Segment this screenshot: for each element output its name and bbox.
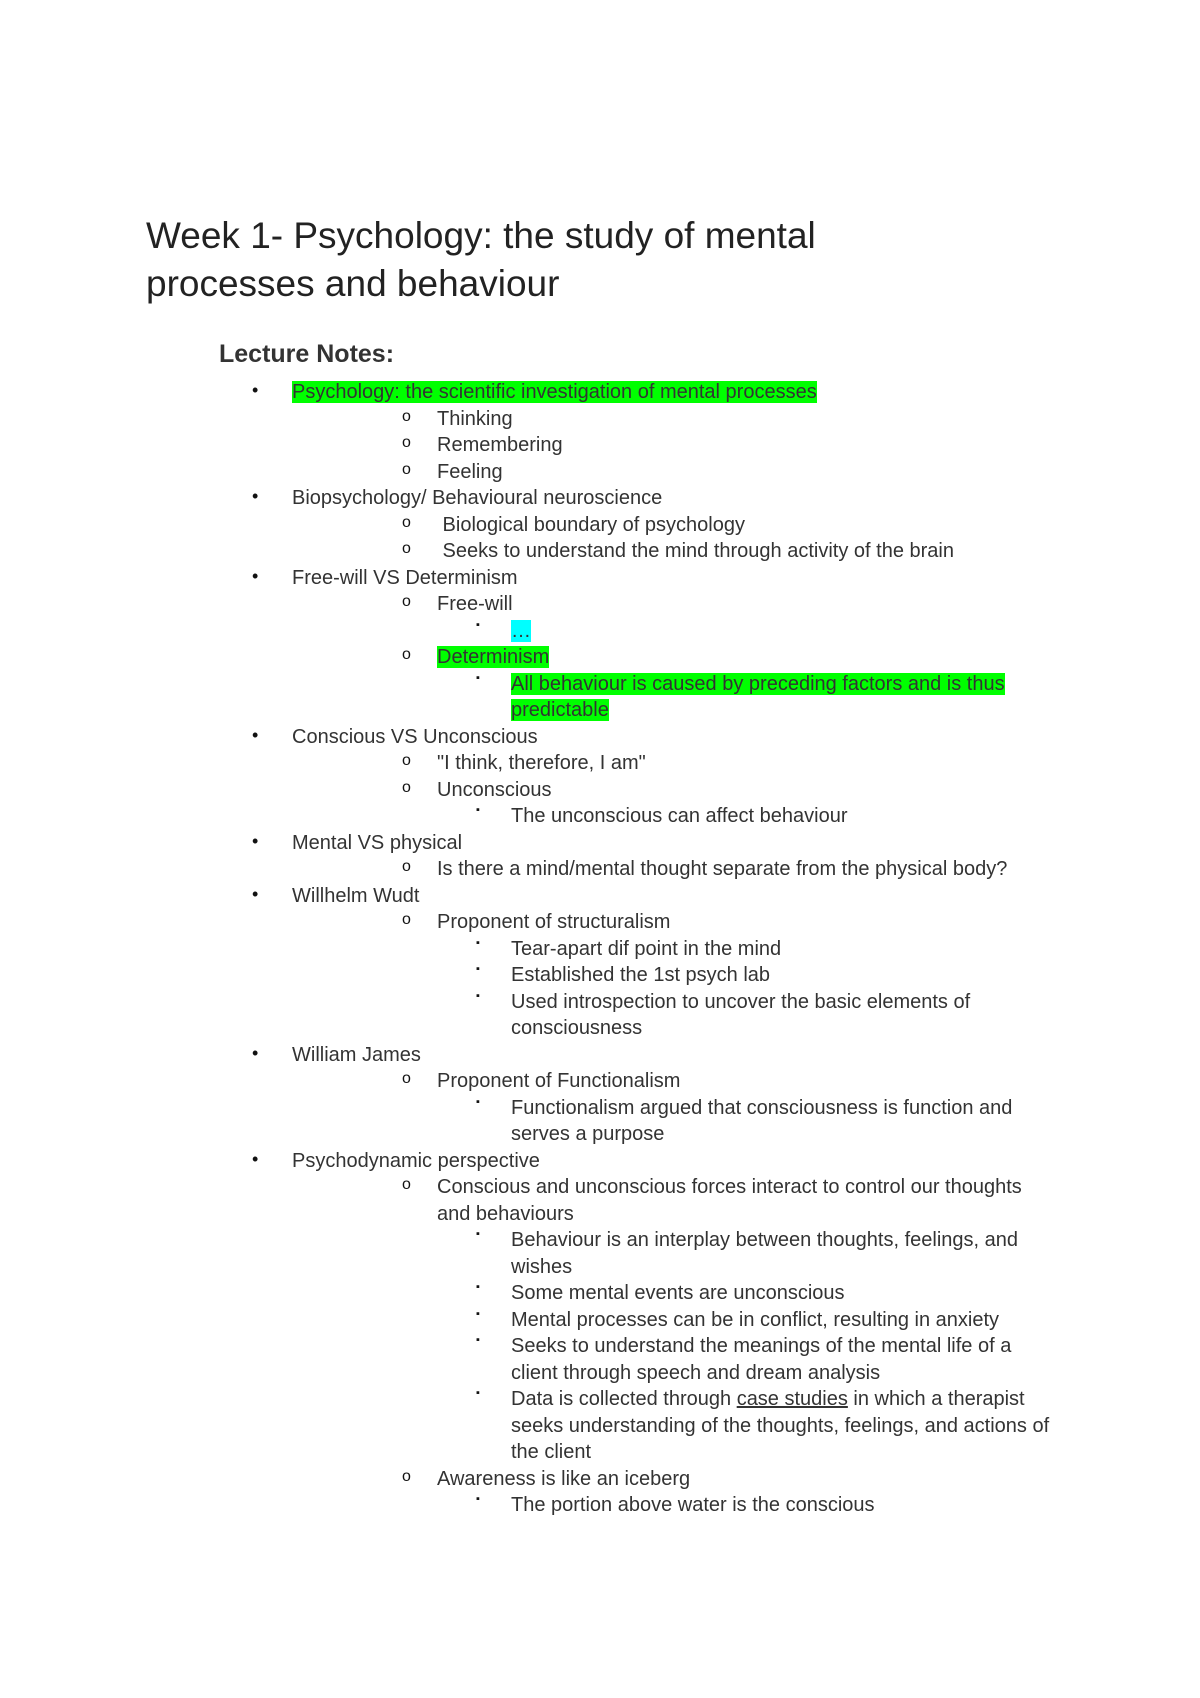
square-bullet-icon: ▪ (476, 618, 480, 631)
bullet-icon: • (252, 883, 259, 904)
highlighted-text: All behaviour is caused by preceding factors and is thus predictable (511, 672, 1005, 721)
square-bullet-icon: ▪ (476, 671, 480, 684)
bullet-icon: • (252, 380, 259, 400)
circle-bullet-icon: o (402, 858, 411, 875)
circle-bullet-icon: o (402, 1467, 411, 1485)
circle-bullet-icon: o (402, 778, 411, 796)
list-item: ▪ The portion above water is the conscious (476, 1493, 875, 1516)
list-item (0, 379, 1200, 406)
bullet-icon: • (252, 830, 259, 851)
list-item (0, 644, 1200, 671)
circle-bullet-icon: o (402, 752, 411, 769)
circle-bullet-icon: o (402, 540, 411, 557)
square-bullet-icon: ▪ (476, 936, 480, 949)
case-studies-link[interactable]: case studies (736, 1388, 848, 1410)
list-item: • Biopsychology/ Behavioural neuroscience (252, 486, 663, 509)
square-bullet-icon: ▪ (476, 1281, 480, 1293)
list-item: ▪ The unconscious can affect behaviour (476, 804, 848, 827)
list-item: o Seeks to understand the mind through activity of the brain (402, 540, 954, 562)
lecture-notes-list (0, 379, 1200, 1519)
bullet-icon: • (252, 565, 259, 586)
square-bullet-icon: ▪ (476, 1387, 480, 1399)
list-item: o Awareness is like an iceberg (402, 1467, 691, 1490)
bullet-icon: • (252, 1148, 259, 1169)
square-bullet-icon: ▪ (476, 1493, 480, 1505)
square-bullet-icon: ▪ (476, 963, 480, 975)
highlighted-text: Psychology: the scientific investigation of mental processes (292, 381, 817, 403)
square-bullet-icon: ▪ (476, 1307, 480, 1320)
list-item: ▪ Behaviour is an interplay between thoughts, feelings, and wishes (476, 1228, 1019, 1278)
circle-bullet-icon: o (402, 434, 411, 451)
square-bullet-icon: ▪ (476, 1095, 480, 1108)
list-item: ▪ Seeks to understand the meanings of the mental life of a client through speech and dream analysis (476, 1334, 1012, 1384)
list-item: ▪ Functionalism argued that consciousness is function and serves a purpose (476, 1095, 1013, 1145)
list-item: o Feeling (402, 460, 503, 483)
list-item: o Unconscious (402, 778, 552, 801)
list-item: o Remembering (402, 434, 563, 456)
square-bullet-icon: ▪ (476, 1334, 480, 1346)
list-item: ▪ Tear-apart dif point in the mind (476, 936, 782, 960)
square-bullet-icon: ▪ (476, 804, 480, 816)
bullet-icon: • (252, 486, 259, 506)
circle-bullet-icon: o (402, 460, 411, 478)
highlighted-text: … (511, 619, 531, 642)
list-item: o "I think, therefore, I am" (402, 752, 646, 774)
list-item: ▪ Data is collected through case studies in which a therapist seeks understanding of the thoughts, feelings, and actions of the client (476, 1387, 1050, 1463)
bullet-icon: • (252, 724, 259, 745)
list-item (0, 671, 1200, 724)
list-item (0, 618, 1200, 645)
list-item: o Thinking (402, 407, 513, 430)
circle-bullet-icon: o (402, 646, 411, 663)
bullet-icon: • (252, 1042, 259, 1063)
circle-bullet-icon: o (402, 1070, 411, 1087)
list-item: o Biological boundary of psychology (402, 513, 745, 536)
list-item: ▪ Established the 1st psych lab (476, 963, 771, 986)
circle-bullet-icon: o (402, 513, 411, 531)
square-bullet-icon: ▪ (476, 989, 480, 1002)
highlighted-text: Determinism (437, 646, 550, 668)
list-item: • Willhelm Wudt (252, 883, 420, 907)
list-item: o Proponent of Functionalism (402, 1070, 681, 1092)
list-item: • Mental VS physical (252, 830, 463, 854)
list-item: ▪ Mental processes can be in conflict, resulting in anxiety (476, 1307, 1000, 1331)
list-item: o Free-will (402, 593, 513, 615)
list-item: • Conscious VS Unconscious (252, 724, 538, 748)
circle-bullet-icon: o (402, 593, 411, 610)
list-item: o Conscious and unconscious forces interact to control our thoughts and behaviours (402, 1176, 1022, 1225)
section-heading: Lecture Notes: (219, 340, 395, 368)
list-item: o Proponent of structuralism (402, 911, 671, 933)
circle-bullet-icon: o (402, 407, 411, 425)
circle-bullet-icon: o (402, 911, 411, 928)
list-item: ▪ Some mental events are unconscious (476, 1281, 845, 1304)
circle-bullet-icon: o (402, 1176, 411, 1193)
list-item: • Psychodynamic perspective (252, 1148, 540, 1172)
list-item: ▪ Used introspection to uncover the basic elements of consciousness (476, 989, 971, 1039)
page-title: Week 1- Psychology: the study of mental processes and behaviour (146, 215, 816, 304)
list-item: o Is there a mind/mental thought separate from the physical body? (402, 858, 1008, 880)
list-item: • William James (252, 1042, 421, 1066)
list-item: • Free-will VS Determinism (252, 565, 518, 589)
square-bullet-icon: ▪ (476, 1228, 480, 1240)
